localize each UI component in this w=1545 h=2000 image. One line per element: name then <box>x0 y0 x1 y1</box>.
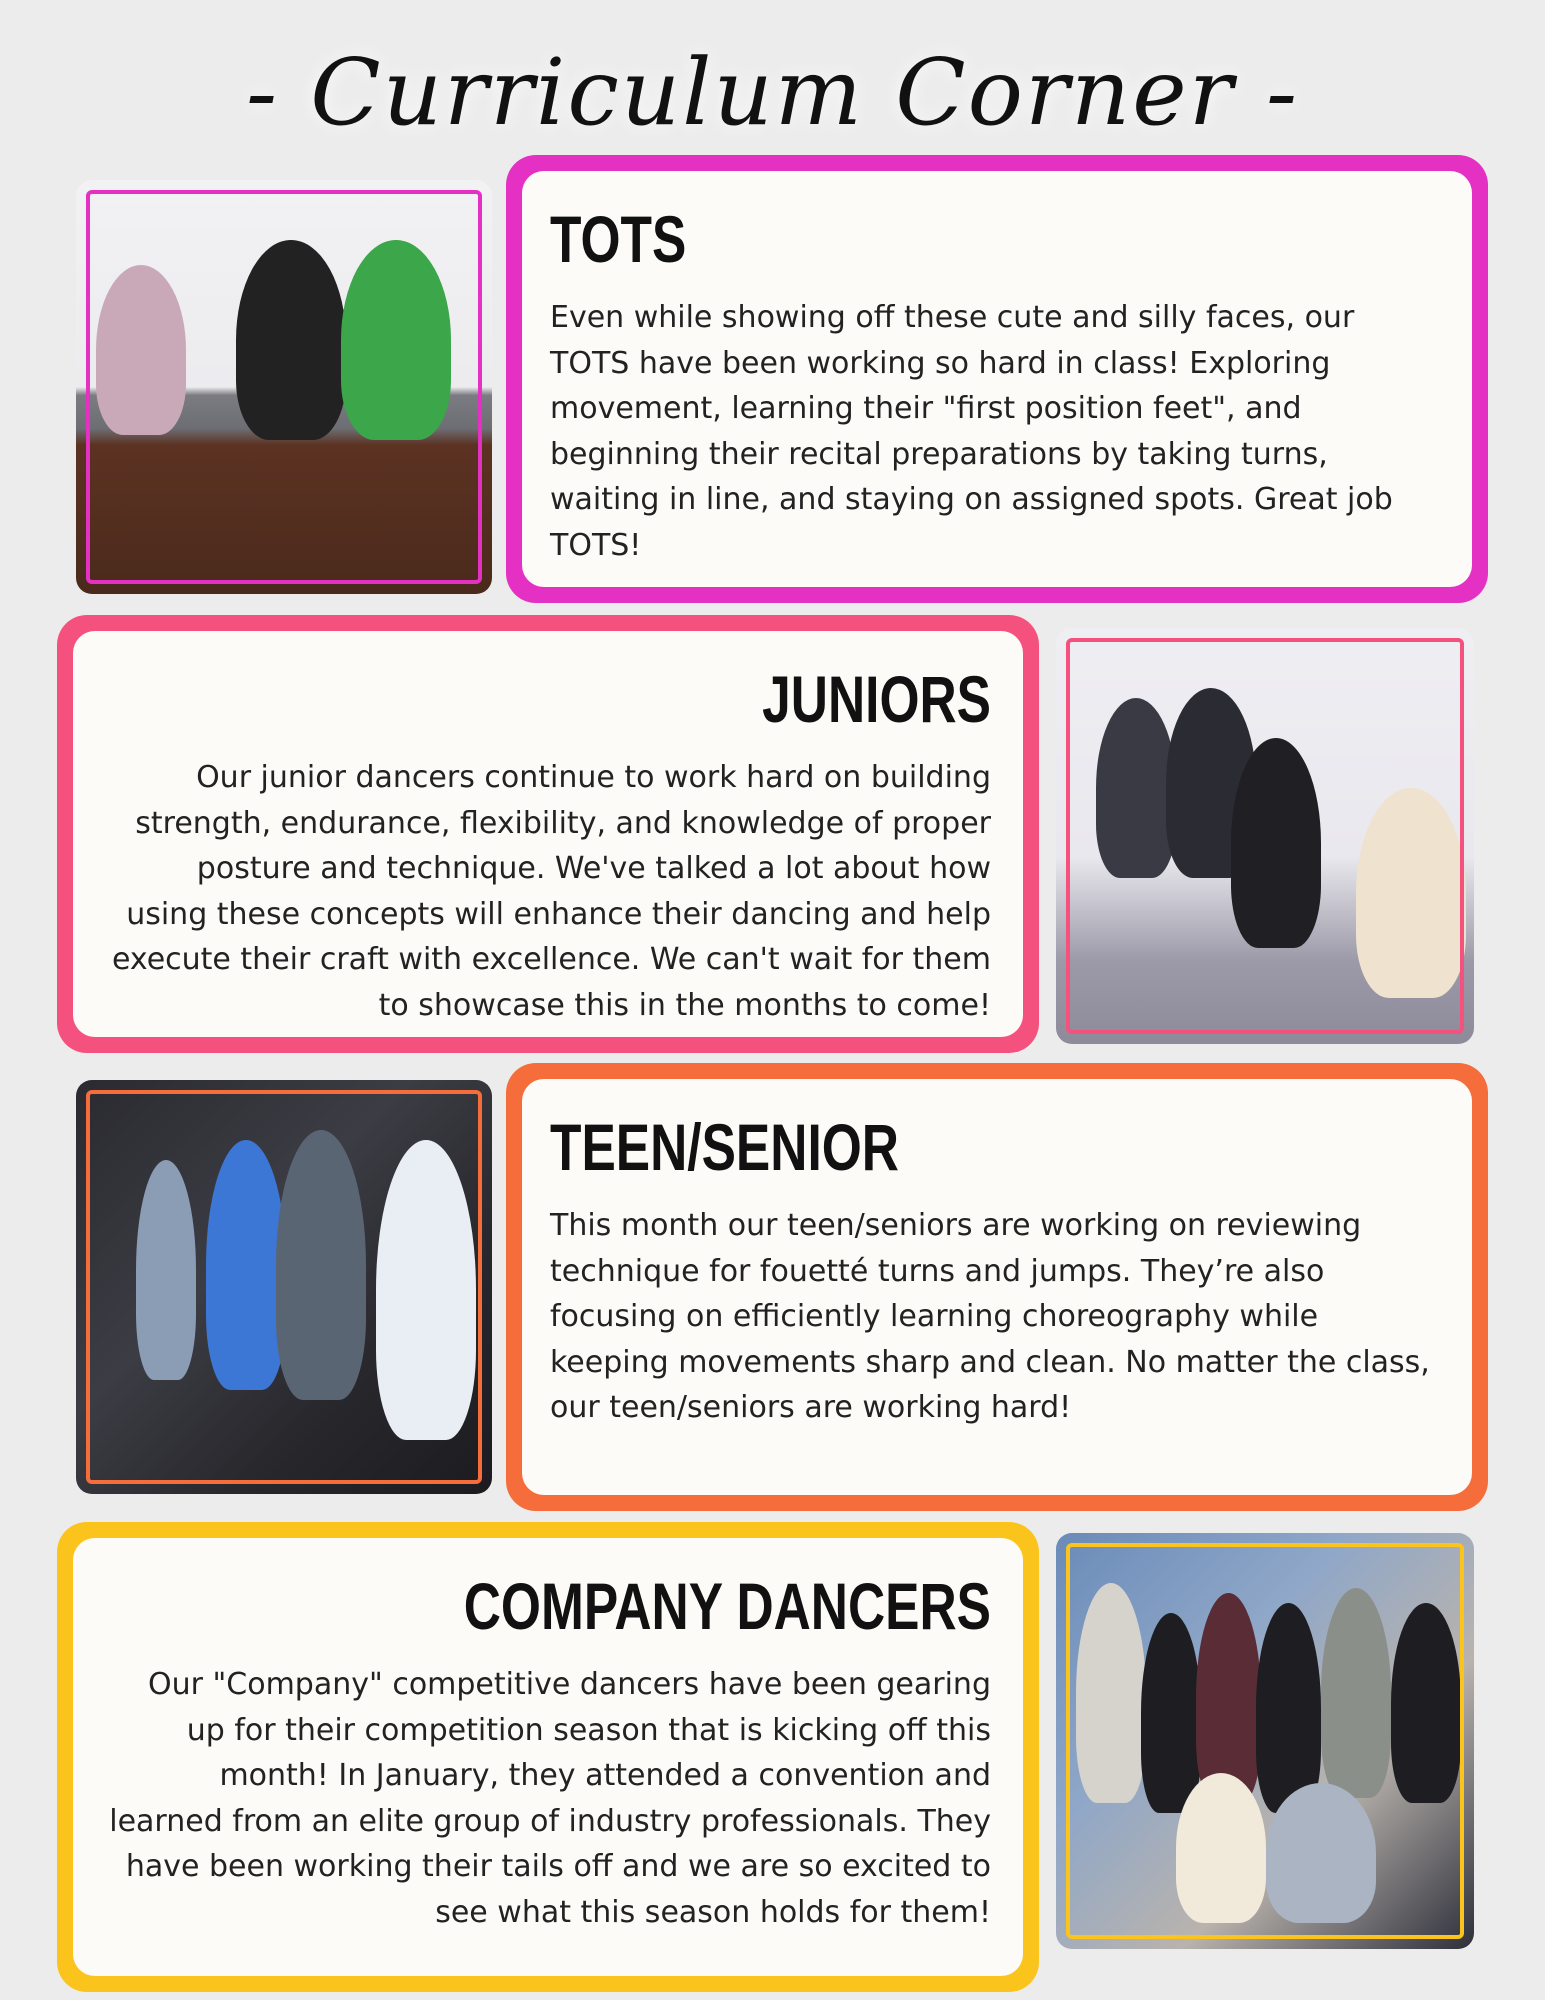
juniors-text: Our junior dancers continue to work hard on building strength, endurance, flexibility, and knowledge of proper posture and technique. We've talked a lot about how using these concepts will enhance their dancing and help execute their craft with excellence. We can't wait for them to showcase this in the months to come! <box>111 760 991 1023</box>
tots-text: Even while showing off these cute and silly faces, our TOTS have been working so hard in class! Exploring movement, learning their "first position feet", and beginning their recital preparations by taking turns, waiting in line, and staying on assigned spots. Great job TOTS! <box>550 300 1393 563</box>
tots-card <box>506 155 1488 603</box>
company-heading: COMPANY DANCERS <box>463 1569 991 1643</box>
page-title: - Curriculum Corner - <box>245 39 1300 146</box>
teen-senior-card <box>506 1063 1488 1511</box>
teen-senior-photo <box>76 1080 492 1494</box>
juniors-card <box>57 615 1039 1053</box>
teen-senior-heading: TEEN/SENIOR <box>550 1110 899 1184</box>
tots-photo <box>76 180 492 594</box>
tots-heading: TOTS <box>550 202 687 276</box>
company-text: Our "Company" competitive dancers have been gearing up for their competition season that is kicking off this month! In January, they attended a convention and learned from an elite group of industry professionals. They have been working their tails off and we are so excited to see what this season holds for them! <box>109 1667 991 1930</box>
juniors-heading: JUNIORS <box>762 662 991 736</box>
teen-senior-text: This month our teen/seniors are working on reviewing technique for fouetté turns and jumps. They’re also focusing on efficiently learning choreography while keeping movements sharp and clean. No matter the class, our teen/seniors are working hard! <box>550 1208 1430 1425</box>
teen-senior-photo-frame <box>86 1090 482 1484</box>
juniors-photo <box>1056 628 1474 1044</box>
company-card <box>57 1522 1039 1992</box>
company-photo-frame <box>1066 1543 1464 1939</box>
juniors-photo-frame <box>1066 638 1464 1034</box>
company-photo <box>1056 1533 1474 1949</box>
tots-photo-frame <box>86 190 482 584</box>
